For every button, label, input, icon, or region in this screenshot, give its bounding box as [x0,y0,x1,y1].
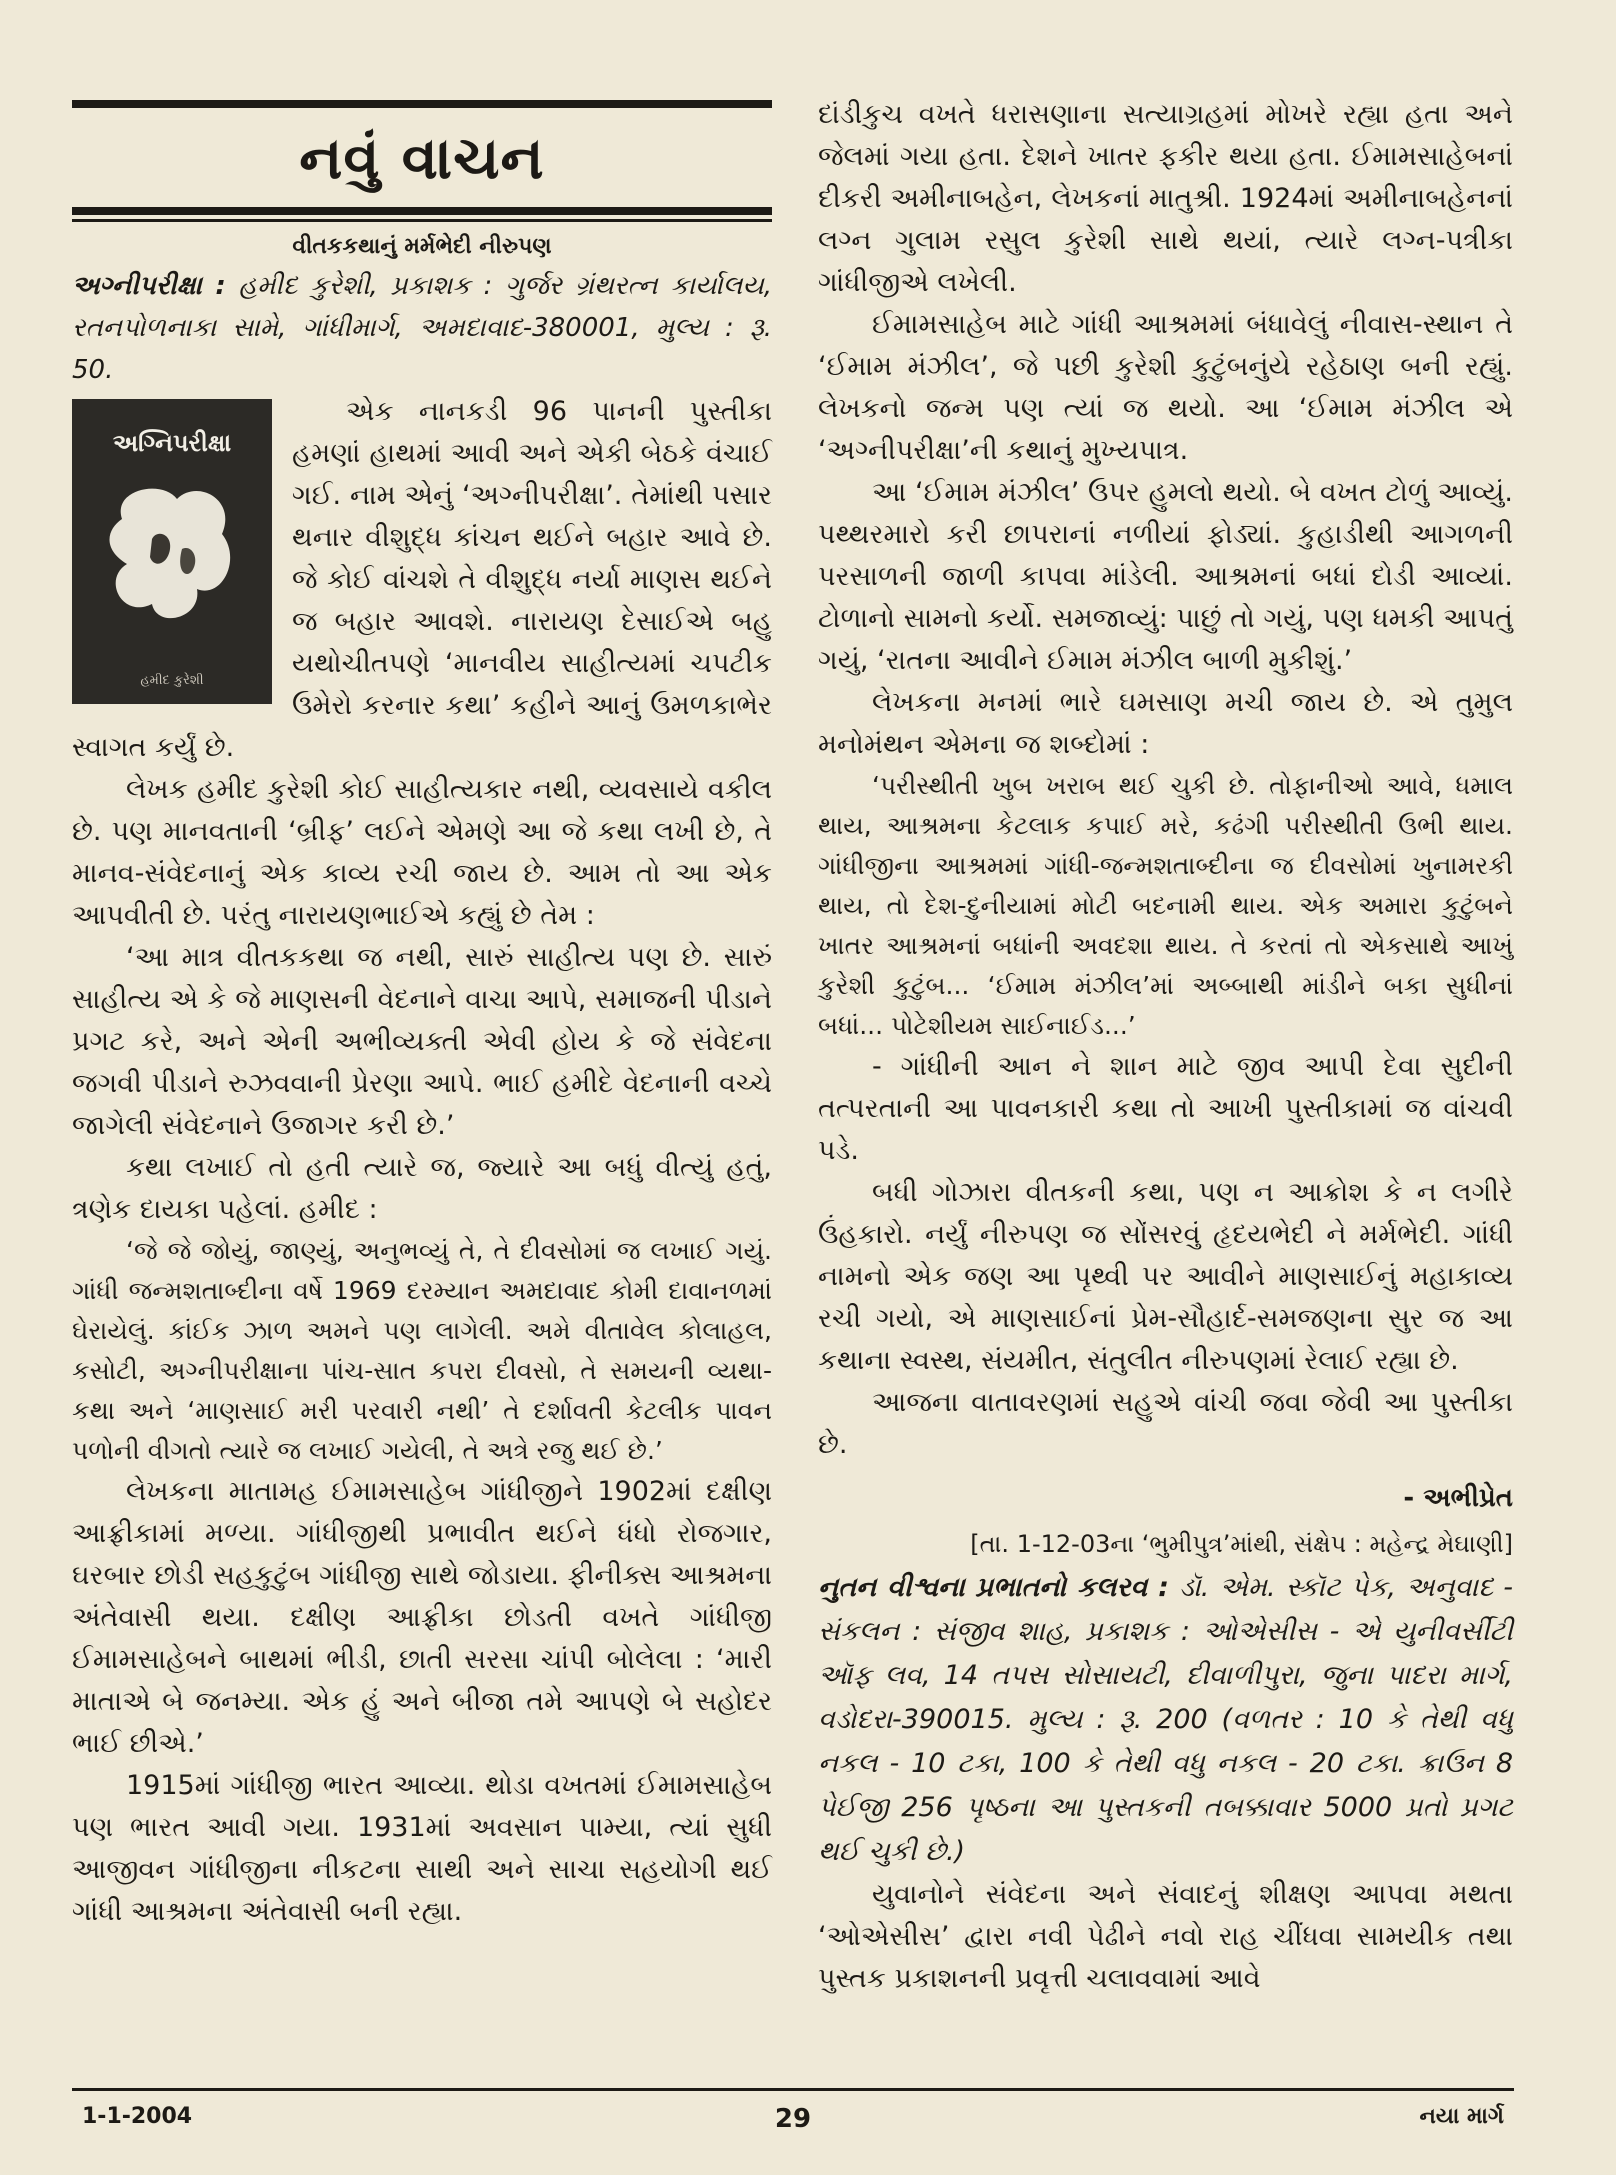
title-rule [72,207,772,215]
left-column [72,100,772,1933]
magazine-name: નયા માર્ગ [1419,2104,1504,2129]
review1-r2: ઈમામસાહેબ માટે ગાંધી આશ્રમમાં બંધાવેલું નીવાસ-સ્થાન તે ‘ઈમામ મંઝીલ’, જે પછી કુરેશી કુટુંબનુંયે રહેઠાણ બની રહ્યું. લેખકનો જન્મ પણ ત્યાં જ થયો. આ ‘ઈમામ મંઝીલ એ ‘અગ્નીપરીક્ષા’ની કથાનું મુખ્યપાત્ર. [818,309,1513,466]
page-footer [72,2104,1514,2144]
top-rule [72,100,772,108]
review1-r6: બધી ગોઝારા વીતકની કથા, પણ ન આક્રોશ કે ન લગીરે ઉંહકારો. નર્યું નીરુપણ જ સોંસરવું હૃદયભેદી ને મર્મભેદી. ગાંધી નામનો એક જણ આ પૃથ્વી પર આવીને માણસાઈનું મહાકાવ્ય રચી ગયો, એ માણસાઈનાં પ્રેમ-સૌહાર્દ-સમજણના સુર જ આ કથાના સ્વસ્થ, સંયમીત, સંતુલીત નીરુપણમાં રેલાઈ રહ્યા છે. [818,1177,1513,1376]
review1-quote1: ‘જે જે જોયું, જાણ્યું, અનુભવ્યું તે, તે દીવસોમાં જ લખાઈ ગયું. ગાંધી જન્મશતાબ્દીના વર્ષે 1969 દરમ્યાન અમદાવાદ કોમી દાવાનળમાં ઘેરાયેલું. કાંઈક ઝાળ અમને પણ લાગેલી. અમે વીતાવેલ કોલાહલ, કસોટી, અગ્નીપરીક્ષાના પાંચ-સાત કપરા દીવસો, તે સમયની વ્યથા-કથા અને ‘માણસાઈ મરી પરવારી નથી’ તે દર્શાવતી કેટલીક પાવન પળોની વીગતો ત્યારે જ લખાઈ ગયેલી, તે અત્રે રજુ થઈ છે.’ [72,1236,772,1465]
review1-r5: - ગાંધીની આન ને શાન માટે જીવ આપી દેવા સુદીની તત્પરતાની આ પાવનકારી કથા તો આખી પુસ્તીકામાં જ વાંચવી પડે. [818,1051,1513,1166]
review1-p4: કથા લખાઈ તો હતી ત્યારે જ, જ્યારે આ બધું વીત્યું હતું, ત્રણેક દાયકા પહેલાં. હમીદ : [72,1152,772,1225]
review1-intro [72,391,772,769]
right-column [818,94,1513,2000]
review2-p1: યુવાનોને સંવેદના અને સંવાદનું શીક્ષણ આપવા મથતા ‘ઓએસીસ’ દ્વારા નવી પેઢીને નવો રાહ ચીંધવા સામયીક તથા પુસ્તક પ્રકાશનની પ્રવૃત્તી ચલાવવામાં આવે [818,1879,1513,1994]
book-cover-art [102,479,242,629]
review1-p3: ‘આ માત્ર વીતકકથા જ નથી, સારું સાહીત્ય પણ છે. સારું સાહીત્ય એ કે જે માણસની વેદનાને વાચા આપે, સમાજની પીડાને પ્રગટ કરે, અને એની અભીવ્યક્તી એવી હોય કે જે સંવેદના જગવી પીડાને રુઝવવાની પ્રેરણા આપે. ભાઈ હમીદે વેદનાની વચ્ચે જાગેલી સંવેદનાને ઉજાગર કરી છે.’ [72,942,772,1141]
review1-p5: લેખકના માતામહ ઈમામસાહેબ ગાંધીજીને 1902માં દક્ષીણ આફ્રીકામાં મળ્યા. ગાંધીજીથી પ્રભાવીત થઈને ધંધો રોજગાર, ઘરબાર છોડી સહકુટુંબ ગાંધીજી સાથે જોડાયા. ફીનીક્સ આશ્રમના અંતેવાસી થયા. દક્ષીણ આફ્રીકા છોડતી વખતે ગાંધીજી ઈમામસાહેબને બાથમાં ભીડી, છાતી સરસા ચાંપી બોલેલા : ‘મારી માતાએ બે જનમ્યા. એક હું અને બીજા તમે આપણે બે સહોદર ભાઈ છીએ.’ [72,1476,772,1759]
review2-biblio [818,1566,1513,1874]
page-number: 29 [774,2104,812,2134]
book-cover-image [72,399,272,704]
book-cover-author: હમીદ કુરેશી [140,673,204,688]
review1-r7: આજના વાતાવરણમાં સહુએ વાંચી જવા જેવી આ પુસ્તીકા છે. [818,1387,1513,1460]
book-cover-title: અગ્નિપરીક્ષા [112,429,232,457]
review1-quote2: ‘પરીસ્થીતી ખુબ ખરાબ થઈ ચુકી છે. તોફાનીઓ આવે, ધમાલ થાય, આશ્રમના કેટલાક કપાઈ મરે, કઢંગી પરીસ્થીતી ઉભી થાય. ગાંધીજીના આશ્રમમાં ગાંધી-જન્મશતાબ્દીના જ દીવસોમાં ખુનામરકી થાય, તો દેશ-દુનીયામાં મોટી બદનામી થાય. એક અમારા કુટુંબને ખાતર આશ્રમનાં બધાંની અવદશા થાય. તે કરતાં તો એકસાથે આખું કુરેશી કુટુંબ... ‘ઈમામ મંઝીલ’માં અબ્બાથી માંડીને બકા સુધીનાં બધાં... પોટેશીયમ સાઈનાઈડ...’ [818,771,1513,1040]
review1-biblio-text: હમીદ કુરેશી, પ્રકાશક : ગુર્જર ગ્રંથરત્ન કાર્યાલય, રતનપોળનાકા સામે, ગાંધીમાર્ગ, અમદાવાદ-380001, મુલ્ય : રૂ. 50. [72,271,773,385]
review2-book-label: નુતન વીશ્વના પ્રભાતનો કલરવ : [818,1572,1169,1603]
review1-p1: એક નાનકડી 96 પાનની પુસ્તીકા હમણાં હાથમાં આવી અને એકી બેઠકે વંચાઈ ગઈ. નામ એનું ‘અગ્નીપરીક્ષા’. તેમાંથી પસાર થનાર વીશુદ્ધ કાંચન થઈને બહાર આવે છે. જે કોઈ વાંચશે તે વીશુદ્ધ નર્યા માણસ થઈને જ બહાર આવશે. નારાયણ દેસાઈએ બહુ યથોચીતપણે ‘માનવીય સાહીત્યમાં ચપટીક ઉમેરો કરનાર કથા’ કહીને આનું ઉમળકાભેર સ્વાગત કર્યું છે. [72,396,772,763]
footer-date: 1-1-2004 [82,2104,193,2129]
title-rule-thin [72,219,772,222]
review1-p2: લેખક હમીદ કુરેશી કોઈ સાહીત્યકાર નથી, વ્યવસાયે વકીલ છે. પણ માનવતાની ‘બ્રીફ’ લઈને એમણે આ જે કથા લખી છે, તે માનવ-સંવેદનાનું એક કાવ્ય રચી જાય છે. આમ તો આ એક આપવીતી છે. પરંતુ નારાયણભાઈએ કહ્યું છે તેમ : [72,774,772,931]
review1-biblio [72,265,772,391]
review1-r3: આ ‘ઈમામ મંઝીલ’ ઉપર હુમલો થયો. બે વખત ટોળું આવ્યું. પથ્થરમારો કરી છાપરાનાં નળીયાં ફોડ્યાં. કુહાડીથી આગળની પરસાળની જાળી કાપવા માંડેલી. આશ્રમનાં બધાં દોડી આવ્યાં. ટોળાનો સામનો કર્યો. સમજાવ્યું: પાછું તો ગયું, પણ ધમકી આપતું ગયું, ‘રાતના આવીને ઈમામ મંઝીલ બાળી મુકીશું.’ [818,477,1513,676]
review1-r4: લેખકના મનમાં ભારે ઘમસાણ મચી જાય છે. એ તુમુલ મનોમંથન એમના જ શબ્દોમાં : [818,687,1513,760]
review1-p6: 1915માં ગાંધીજી ભારત આવ્યા. થોડા વખતમાં ઈમામસાહેબ પણ ભારત આવી ગયા. 1931માં અવસાન પામ્યા, ત્યાં સુધી આજીવન ગાંધીજીના નીકટના સાથી અને સાચા સહયોગી થઈ ગાંધી આશ્રમના અંતેવાસી બની રહ્યા. [72,1770,772,1927]
review1-source: [તા. 1-12-03ના ‘ભુમીપુત્ર’માંથી, સંક્ષેપ : મહેન્દ્ર મેઘાણી] [970,1530,1513,1558]
review1-r1: દાંડીકુચ વખતે ધરાસણાના સત્યાગ્રહમાં મોખરે રહ્યા હતા અને જેલમાં ગયા હતા. દેશને ખાતર ફકીર થયા હતા. ઈમામસાહેબનાં દીકરી અમીનાબહેન, લેખકનાં માતુશ્રી. 1924માં અમીનાબહેનનાં લગ્ન ગુલામ રસુલ કુરેશી સાથે થયાં, ત્યારે લગ્ન-પત્રીકા ગાંધીજીએ લખેલી. [818,99,1513,298]
review1-signature: - અભીપ્રેત [1403,1483,1513,1513]
section-title: નવું વાચન [299,124,545,192]
review-heading: વીતકકથાનું મર્મભેદી નીરુપણ [292,234,552,259]
review2-biblio-text: ડૉ. એમ. સ્કૉટ પેક, અનુવાદ - સંકલન : સંજીવ શાહ, પ્રકાશક : ઓએસીસ - એ યુનીવર્સીટી ઑફ લવ, 14 તપસ સોસાયટી, દીવાળીપુરા, જુના પાદરા માર્ગ, વડોદરા-390015. મુલ્ય : રૂ. 200 (વળતર : 10 કે તેથી વધુ નકલ - 10 ટકા, 100 કે તેથી વધુ નકલ - 20 ટકા. ક્રાઉન 8 પેઈજી 256 પૃષ્ઠના આ પુસ્તકની તબક્કાવાર 5000 પ્રતો પ્રગટ થઈ ચુકી છે.) [818,1572,1513,1867]
footer-rule [72,2088,1514,2091]
review1-book-label: અગ્નીપરીક્ષા : [72,271,226,301]
